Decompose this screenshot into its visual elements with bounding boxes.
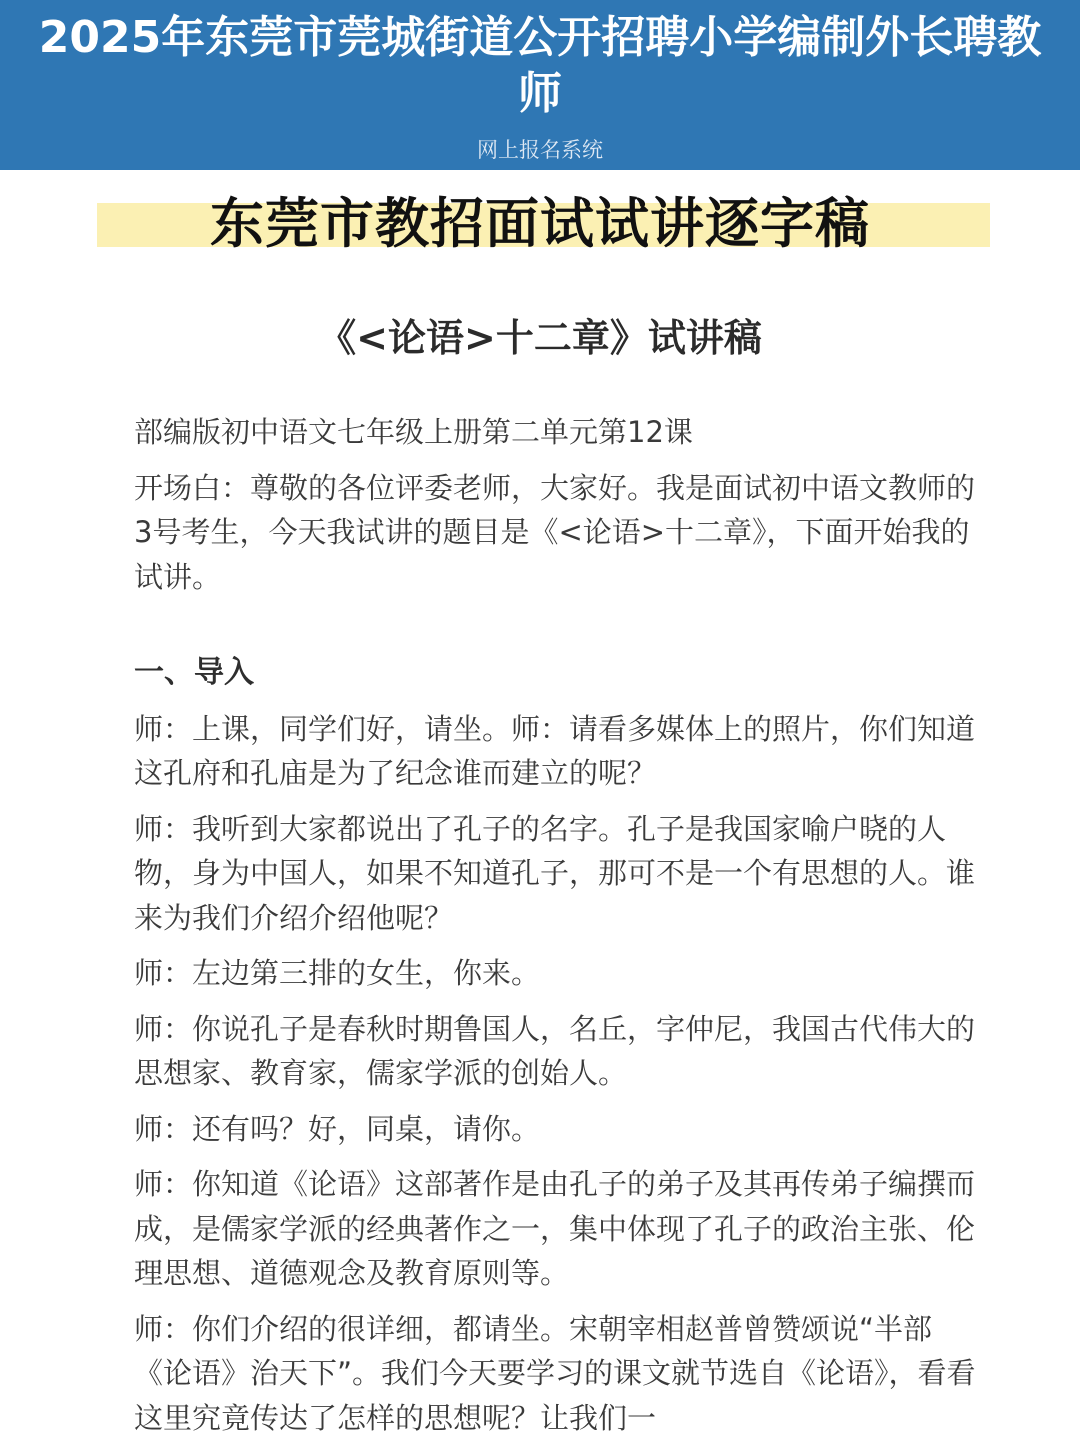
- paragraph: 师：我听到大家都说出了孔子的名字。孔子是我国家喻户晓的人物，身为中国人，如果不知道孔子，那可不是一个有思想的人。谁来为我们介绍介绍他呢？: [134, 811, 976, 935]
- document-title: 《<论语>十二章》试讲稿: [318, 316, 762, 360]
- paragraph: 师：你们介绍的很详细，都请坐。宋朝宰相赵普曾赞颂说“半部《论语》治天下”。我们今天要学习的课文就节选自《论语》，看看这里究竟传达了怎样的思想呢？让我们一: [134, 1311, 976, 1435]
- section-heading: 一、导入: [134, 655, 254, 690]
- opening-paragraph: 开场白：尊敬的各位评委老师，大家好。我是面试初中语文教师的3号考生，今天我试讲的题目是《<论语>十二章》，下面开始我的试讲。: [134, 470, 976, 594]
- headline: 东莞市教招面试试讲逐字稿: [210, 191, 870, 255]
- paragraph: 师：左边第三排的女生，你来。: [134, 956, 541, 990]
- paragraph: 师：还有吗？好，同桌，请你。: [134, 1111, 541, 1146]
- paragraph: 师：上课，同学们好，请坐。师：请看多媒体上的照片，你们知道这孔府和孔庙是为了纪念谁而建立的呢？: [134, 711, 976, 790]
- paragraph: 师：你说孔子是春秋时期鲁国人，名丘，字仲尼，我国古代伟大的思想家、教育家，儒家学派的创始人。: [134, 1011, 976, 1090]
- banner-title: 2025年东莞市莞城街道公开招聘小学编制外长聘教师: [38, 12, 1042, 119]
- header-banner: [0, 0, 1080, 170]
- course-info: 部编版初中语文七年级上册第二单元第12课: [134, 415, 693, 449]
- document-body: [134, 410, 984, 1451]
- banner-subtitle: 网上报名系统: [477, 138, 603, 162]
- paragraph: 师：你知道《论语》这部著作是由孔子的弟子及其再传弟子编撰而成，是儒家学派的经典著作之一，集中体现了孔子的政治主张、伦理思想、道德观念及教育原则等。: [134, 1167, 976, 1290]
